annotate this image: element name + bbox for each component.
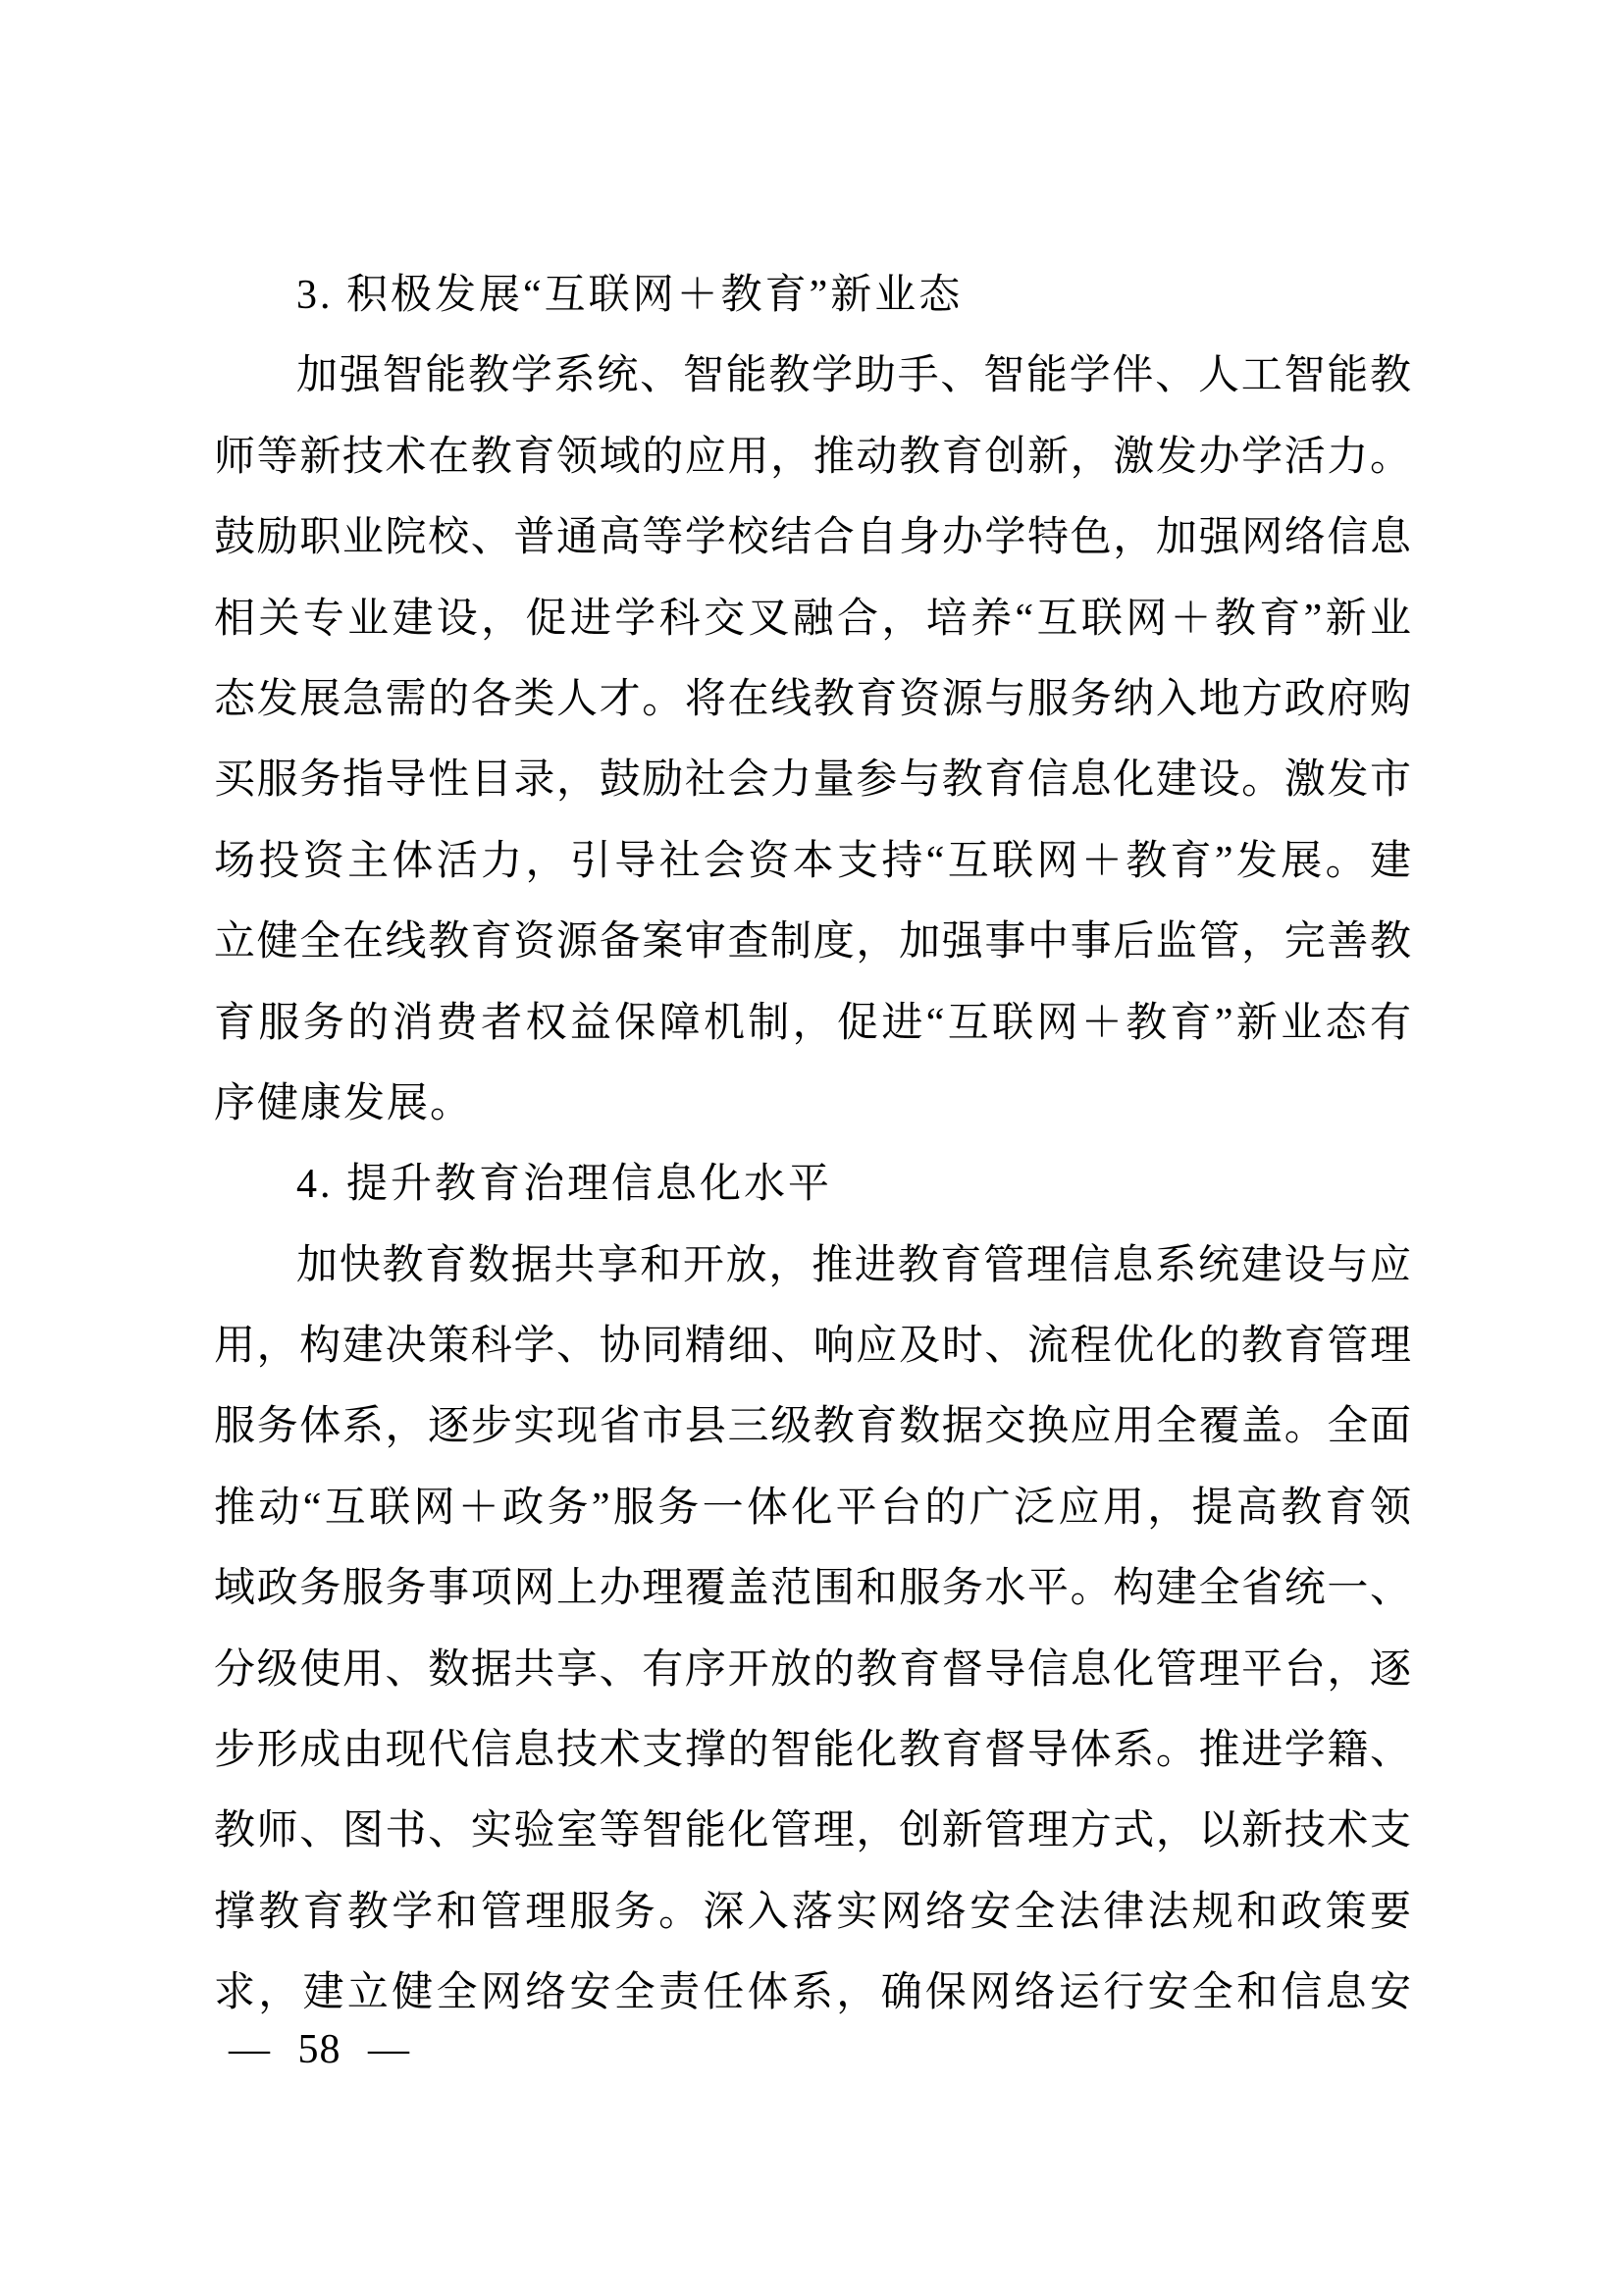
text-line: 鼓励职业院校、普通高等学校结合自身办学特色，加强网络信息 <box>214 515 1411 561</box>
section-4-heading: 4. 提升教育治理信息化水平 <box>296 1162 833 1208</box>
text-line: 买服务指导性目录，鼓励社会力量参与教育信息化建设。激发市 <box>214 757 1411 804</box>
text-line: 用，构建决策科学、协同精细、响应及时、流程优化的教育管理 <box>214 1324 1411 1370</box>
text-line: 分级使用、数据共享、有序开放的教育督导信息化管理平台，逐 <box>214 1646 1411 1693</box>
page-number: — 58 — <box>229 2027 410 2072</box>
text-line: 态发展急需的各类人才。将在线教育资源与服务纳入地方政府购 <box>214 676 1411 722</box>
text-line: 序健康发展。 <box>214 1080 474 1126</box>
text-line: 域政务服务事项网上办理覆盖范围和服务水平。构建全省统一、 <box>214 1566 1411 1612</box>
text-line: 立健全在线教育资源备案审查制度，加强事中事后监管，完善教 <box>214 919 1411 965</box>
text-line: 加强智能教学系统、智能教学助手、智能学伴、人工智能教 <box>296 353 1411 399</box>
text-line: 相关专业建设，促进学科交叉融合，培养“互联网＋教育”新业 <box>214 596 1411 642</box>
text-line: 加快教育数据共享和开放，推进教育管理信息系统建设与应 <box>296 1242 1411 1288</box>
text-line: 师等新技术在教育领域的应用，推动教育创新，激发办学活力。 <box>214 434 1411 480</box>
text-line: 推动“互联网＋政务”服务一体化平台的广泛应用，提高教育领 <box>214 1485 1411 1531</box>
text-line: 教师、图书、实验室等智能化管理，创新管理方式，以新技术支 <box>214 1808 1411 1854</box>
text-line: 育服务的消费者权益保障机制，促进“互联网＋教育”新业态有 <box>214 1000 1411 1046</box>
text-line: 服务体系，逐步实现省市县三级教育数据交换应用全覆盖。全面 <box>214 1404 1411 1450</box>
text-line: 场投资主体活力，引导社会资本支持“互联网＋教育”发展。建 <box>214 838 1411 884</box>
text-line: 步形成由现代信息技术支撑的智能化教育督导体系。推进学籍、 <box>214 1728 1411 1774</box>
text-line: 求，建立健全网络安全责任体系，确保网络运行安全和信息安 <box>214 1970 1411 2016</box>
document-text-block <box>214 255 1411 2034</box>
section-3-heading: 3. 积极发展“互联网＋教育”新业态 <box>296 273 964 318</box>
text-line: 撑教育教学和管理服务。深入落实网络安全法律法规和政策要 <box>214 1889 1411 1935</box>
